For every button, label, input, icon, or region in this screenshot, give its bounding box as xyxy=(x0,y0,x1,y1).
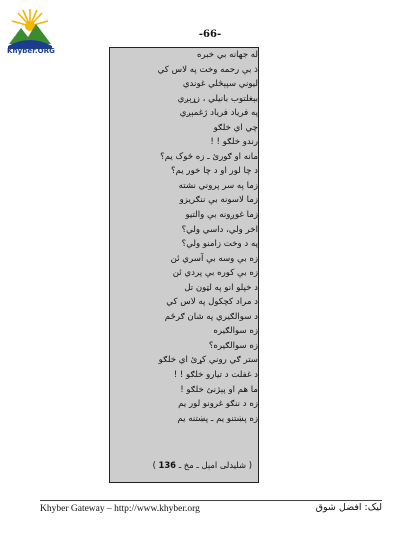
poem-line: زه بې کوره بې پردي ئن xyxy=(172,268,258,279)
poem-box xyxy=(109,47,259,483)
poem-line: زه سوالګيره xyxy=(213,326,258,337)
poem-line: د خپلو انو په لټون تل xyxy=(184,282,258,293)
citation-page-number: 136 xyxy=(158,460,177,470)
poem-line: د مراد کچکول په لاس کي xyxy=(166,297,258,308)
poem-line: په فرياد فرياد ژغمېږي xyxy=(179,108,258,119)
poem-line: د سوالګيري په شان ګرځم xyxy=(164,311,258,322)
poem-line: د غفلت د تيارو خلګو ! ! xyxy=(173,370,258,381)
poem-line: ذ بې رحمه وخت په لاس کي xyxy=(157,64,258,75)
poem-line: چي اي خلګو xyxy=(213,122,258,133)
poem-line: زه پښتنو يم ـ پښتنه يم xyxy=(177,413,258,424)
page-number: -66- xyxy=(198,29,222,40)
poem-line: زما غوږونه بې والتيو xyxy=(185,210,258,221)
poem-line: په د وخت زامنو ولي؟ xyxy=(181,239,258,250)
poem-line: لیوني سپېڅلي غوندي xyxy=(182,79,258,90)
citation-text: ( شليدلی امېل ـ مخ ـ xyxy=(178,460,252,470)
poem-line: زما په سر پروني نشته xyxy=(178,180,258,191)
poem-line: زه د ننګو غرونو لور يم xyxy=(178,399,258,410)
poem-line: له جهانه بي خبره xyxy=(196,50,258,60)
poem-line: د چا لور او د چا خور يم؟ xyxy=(171,166,258,177)
poem-line: بېغلتوب بانيلي ، زړېږي xyxy=(177,93,258,104)
poem-line: اخر ولي، داسي ولي؟ xyxy=(181,224,258,235)
poem-line: زما لاسونه بې ننګريزو xyxy=(179,195,258,206)
footer-divider xyxy=(40,500,382,501)
logo-caption: Khyber.ORG xyxy=(7,47,55,55)
poem-line: مانه او ګورئ ـ زه څوک يم؟ xyxy=(160,151,258,162)
poem-line: زه بې وسه بې آسري ئن xyxy=(170,253,258,264)
poem-line: زه سوالګيره؟ xyxy=(208,340,258,351)
poem-line: ما هم او پېژنئ خلګو ! xyxy=(180,384,258,395)
poem-line: رندو خلګو ! ! xyxy=(210,137,258,148)
citation-close: ) xyxy=(152,460,156,470)
poem-line: ستر ګي روني کړئ اي خلګو xyxy=(158,355,258,366)
citation xyxy=(153,460,252,470)
footer-website: Khyber Gateway – http://www.khyber.org xyxy=(40,504,200,514)
footer-author: ليک: افضل شوق xyxy=(315,502,382,513)
poem-lines xyxy=(116,48,258,426)
